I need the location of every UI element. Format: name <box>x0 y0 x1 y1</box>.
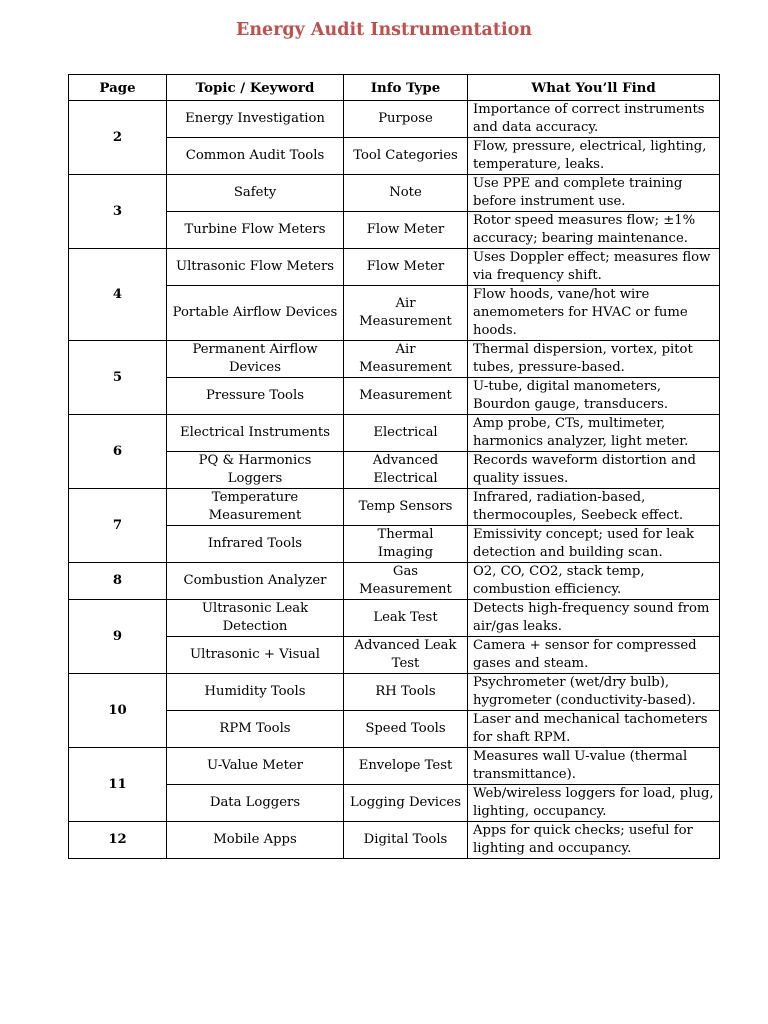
topic-cell: Portable Airflow Devices <box>167 286 344 341</box>
find-cell: Amp probe, CTs, multimeter, harmonics analyzer, light meter. <box>468 415 720 452</box>
info-type-cell: Digital Tools <box>344 822 468 859</box>
info-type-cell: Note <box>344 175 468 212</box>
page-number-cell: 7 <box>69 489 167 563</box>
info-type-cell: Measurement <box>344 378 468 415</box>
topic-cell: Ultrasonic Leak Detection <box>167 600 344 637</box>
info-type-cell: Speed Tools <box>344 711 468 748</box>
info-type-cell: RH Tools <box>344 674 468 711</box>
table-row <box>69 526 720 563</box>
page-number-cell: 6 <box>69 415 167 489</box>
table-row <box>69 101 720 138</box>
instrumentation-table <box>68 74 720 859</box>
info-type-cell: Tool Categories <box>344 138 468 175</box>
topic-cell: Mobile Apps <box>167 822 344 859</box>
topic-cell: RPM Tools <box>167 711 344 748</box>
table-row <box>69 452 720 489</box>
find-cell: U-tube, digital manometers, Bourdon gauge, transducers. <box>468 378 720 415</box>
table-header-row <box>69 75 720 101</box>
info-type-cell: Flow Meter <box>344 249 468 286</box>
info-type-cell: Electrical <box>344 415 468 452</box>
page-number-cell: 11 <box>69 748 167 822</box>
find-cell: Detects high-frequency sound from air/gas leaks. <box>468 600 720 637</box>
find-cell: Apps for quick checks; useful for lighting and occupancy. <box>468 822 720 859</box>
table-row <box>69 175 720 212</box>
find-cell: Camera + sensor for compressed gases and steam. <box>468 637 720 674</box>
header-page: Page <box>69 75 167 101</box>
table-row <box>69 711 720 748</box>
find-cell: Importance of correct instruments and data accuracy. <box>468 101 720 138</box>
topic-cell: Infrared Tools <box>167 526 344 563</box>
info-type-cell: Envelope Test <box>344 748 468 785</box>
find-cell: Web/wireless loggers for load, plug, lighting, occupancy. <box>468 785 720 822</box>
topic-cell: U-Value Meter <box>167 748 344 785</box>
find-cell: Records waveform distortion and quality issues. <box>468 452 720 489</box>
find-cell: Laser and mechanical tachometers for shaft RPM. <box>468 711 720 748</box>
page-number-cell: 3 <box>69 175 167 249</box>
table-row <box>69 249 720 286</box>
find-cell: Psychrometer (wet/dry bulb), hygrometer (conductivity-based). <box>468 674 720 711</box>
table-row <box>69 378 720 415</box>
document-title: Energy Audit Instrumentation <box>236 20 532 40</box>
topic-cell: Temperature Measurement <box>167 489 344 526</box>
table-row <box>69 415 720 452</box>
table-row <box>69 286 720 341</box>
info-type-cell: Air Measurement <box>344 286 468 341</box>
header-info-type: Info Type <box>344 75 468 101</box>
topic-cell: Energy Investigation <box>167 101 344 138</box>
topic-cell: Safety <box>167 175 344 212</box>
find-cell: Flow hoods, vane/hot wire anemometers for HVAC or fume hoods. <box>468 286 720 341</box>
info-type-cell: Thermal Imaging <box>344 526 468 563</box>
info-type-cell: Temp Sensors <box>344 489 468 526</box>
table-row <box>69 822 720 859</box>
find-cell: Uses Doppler effect; measures flow via frequency shift. <box>468 249 720 286</box>
table-row <box>69 341 720 378</box>
find-cell: Infrared, radiation-based, thermocouples, Seebeck effect. <box>468 489 720 526</box>
table-row <box>69 212 720 249</box>
topic-cell: Ultrasonic + Visual <box>167 637 344 674</box>
info-type-cell: Purpose <box>344 101 468 138</box>
topic-cell: Turbine Flow Meters <box>167 212 344 249</box>
topic-cell: PQ & Harmonics Loggers <box>167 452 344 489</box>
info-type-cell: Flow Meter <box>344 212 468 249</box>
header-what-youll-find: What You’ll Find <box>468 75 720 101</box>
table-row <box>69 785 720 822</box>
info-type-cell: Gas Measurement <box>344 563 468 600</box>
info-type-cell: Advanced Electrical <box>344 452 468 489</box>
find-cell: Use PPE and complete training before instrument use. <box>468 175 720 212</box>
table-row <box>69 489 720 526</box>
page-number-cell: 5 <box>69 341 167 415</box>
topic-cell: Permanent Airflow Devices <box>167 341 344 378</box>
topic-cell: Combustion Analyzer <box>167 563 344 600</box>
topic-cell: Ultrasonic Flow Meters <box>167 249 344 286</box>
page-number-cell: 8 <box>69 563 167 600</box>
table-row <box>69 748 720 785</box>
info-type-cell: Logging Devices <box>344 785 468 822</box>
table-row <box>69 138 720 175</box>
info-type-cell: Leak Test <box>344 600 468 637</box>
topic-cell: Pressure Tools <box>167 378 344 415</box>
page-number-cell: 4 <box>69 249 167 341</box>
topic-cell: Electrical Instruments <box>167 415 344 452</box>
topic-cell: Data Loggers <box>167 785 344 822</box>
topic-cell: Humidity Tools <box>167 674 344 711</box>
topic-cell: Common Audit Tools <box>167 138 344 175</box>
table-row <box>69 674 720 711</box>
find-cell: Emissivity concept; used for leak detection and building scan. <box>468 526 720 563</box>
find-cell: Flow, pressure, electrical, lighting, temperature, leaks. <box>468 138 720 175</box>
info-type-cell: Advanced Leak Test <box>344 637 468 674</box>
table-row <box>69 563 720 600</box>
find-cell: Measures wall U-value (thermal transmittance). <box>468 748 720 785</box>
find-cell: Thermal dispersion, vortex, pitot tubes, pressure-based. <box>468 341 720 378</box>
header-topic: Topic / Keyword <box>167 75 344 101</box>
info-type-cell: Air Measurement <box>344 341 468 378</box>
page-number-cell: 2 <box>69 101 167 175</box>
find-cell: Rotor speed measures flow; ±1% accuracy; bearing maintenance. <box>468 212 720 249</box>
table-row <box>69 600 720 637</box>
table-row <box>69 637 720 674</box>
page-number-cell: 10 <box>69 674 167 748</box>
find-cell: O2, CO, CO2, stack temp, combustion efficiency. <box>468 563 720 600</box>
page-number-cell: 12 <box>69 822 167 859</box>
page-number-cell: 9 <box>69 600 167 674</box>
